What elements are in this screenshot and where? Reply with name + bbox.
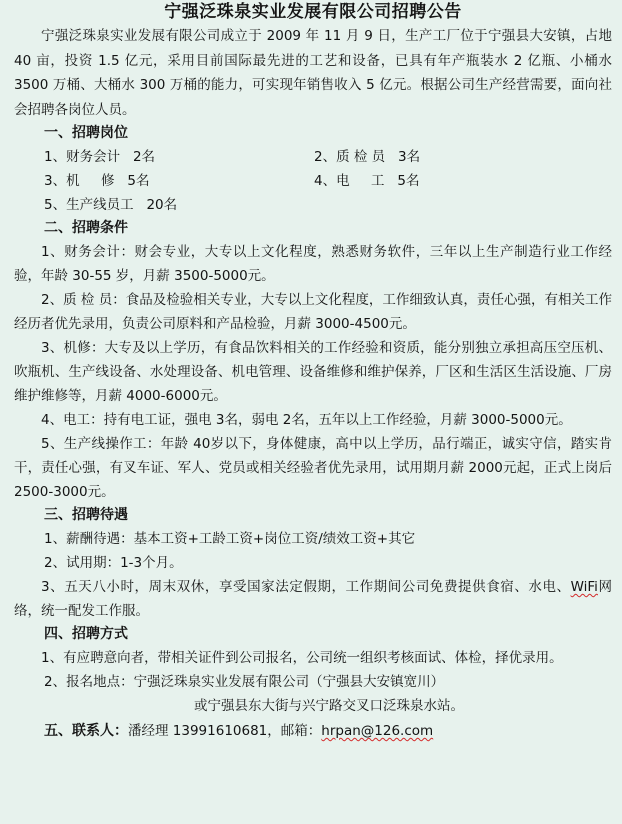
condition-item: 2、质 检 员：食品及检验相关专业，大专以上文化程度，工作细致认真，责任心强，有相关工作经历者优先录用，负责公司原料和产品检验，月薪 3000-4500元。 bbox=[14, 292, 612, 332]
contact-email[interactable]: hrpan@126.com bbox=[321, 723, 434, 739]
intro-paragraph: 宁强泛珠泉实业发展有限公司成立于 2009 年 11 月 9 日，生产工厂位于宁强县大安镇，占地 40 亩，投资 1.5 亿元，采用目前国际最先进的工艺和设备，已具有年产瓶装水 2 亿瓶、小桶水 3500 万桶、大桶水 300 万桶的能力，可实现年销售收入 5 亿元。根据公司生产经营需要，面向社会招聘各岗位人员。 bbox=[14, 28, 612, 118]
section-heading-conditions: 二、招聘条件 bbox=[44, 220, 128, 236]
benefit-item: 1、薪酬待遇：基本工资+工龄工资+岗位工资/绩效工资+其它 bbox=[44, 531, 416, 547]
condition-item: 1、财务会计：财会专业，大专以上文化程度，熟悉财务软件，三年以上生产制造行业工作经验，年龄 30-55 岁，月薪 3500-5000元。 bbox=[14, 244, 612, 284]
wifi-text: WiFi bbox=[570, 579, 598, 595]
section-heading-positions: 一、招聘岗位 bbox=[44, 125, 128, 141]
benefit-item: 2、试用期：1-3个月。 bbox=[44, 555, 183, 571]
method-item: 2、报名地点：宁强泛珠泉实业发展有限公司（宁强县大安镇宽川） bbox=[44, 674, 445, 690]
position-item: 1、财务会计 2名 bbox=[44, 149, 156, 165]
page-title: 宁强泛珠泉实业发展有限公司招聘公告 bbox=[164, 2, 462, 22]
position-item: 2、质 检 员 3名 bbox=[314, 149, 421, 165]
condition-item: 3、机修：大专及以上学历，有食品饮料相关的工作经验和资质，能分别独立承担高压空压机、吹瓶机、生产线设备、水处理设备、机电管理、设备维修和维护保养，厂区和生活区生活设施、厂房维护维修等，月薪 4000-6000元。 bbox=[14, 340, 612, 404]
position-item: 4、电 工 5名 bbox=[314, 173, 420, 189]
contact-label: 五、联系人： bbox=[44, 723, 128, 739]
method-item-continuation: 或宁强县东大街与兴宁路交叉口泛珠泉水站。 bbox=[194, 698, 464, 714]
benefit-item bbox=[14, 575, 612, 623]
positions-row bbox=[44, 169, 612, 193]
position-item: 5、生产线员工 20名 bbox=[44, 197, 178, 213]
positions-row bbox=[44, 193, 612, 217]
condition-item: 5、生产线操作工：年龄 40岁以下，身体健康，高中以上学历，品行端正，诚实守信，踏实肯干，责任心强，有叉车证、军人、党员或相关经验者优先录用，试用期月薪 2000元起，正式上岗后 2500-3000元。 bbox=[14, 436, 612, 500]
contact-person: 潘经理 13991610681，邮箱： bbox=[128, 723, 322, 739]
section-heading-benefits: 三、招聘待遇 bbox=[44, 507, 128, 523]
position-item: 3、机 修 5名 bbox=[44, 173, 150, 189]
method-item: 1、有应聘意向者，带相关证件到公司报名，公司统一组织考核面试、体检，择优录用。 bbox=[41, 650, 563, 666]
contact-line bbox=[14, 718, 612, 744]
benefit-text: 3、五天八小时，周末双休，享受国家法定假期，工作期间公司免费提供食宿、水电、 bbox=[41, 579, 571, 595]
condition-item: 4、电工：持有电工证，强电 3名，弱电 2名，五年以上工作经验，月薪 3000-5000元。 bbox=[41, 412, 572, 428]
section-heading-method: 四、招聘方式 bbox=[44, 626, 128, 642]
benefit-text: 网络，统一配发工作服。 bbox=[14, 579, 613, 619]
positions-list bbox=[14, 145, 612, 217]
positions-row bbox=[44, 145, 612, 169]
